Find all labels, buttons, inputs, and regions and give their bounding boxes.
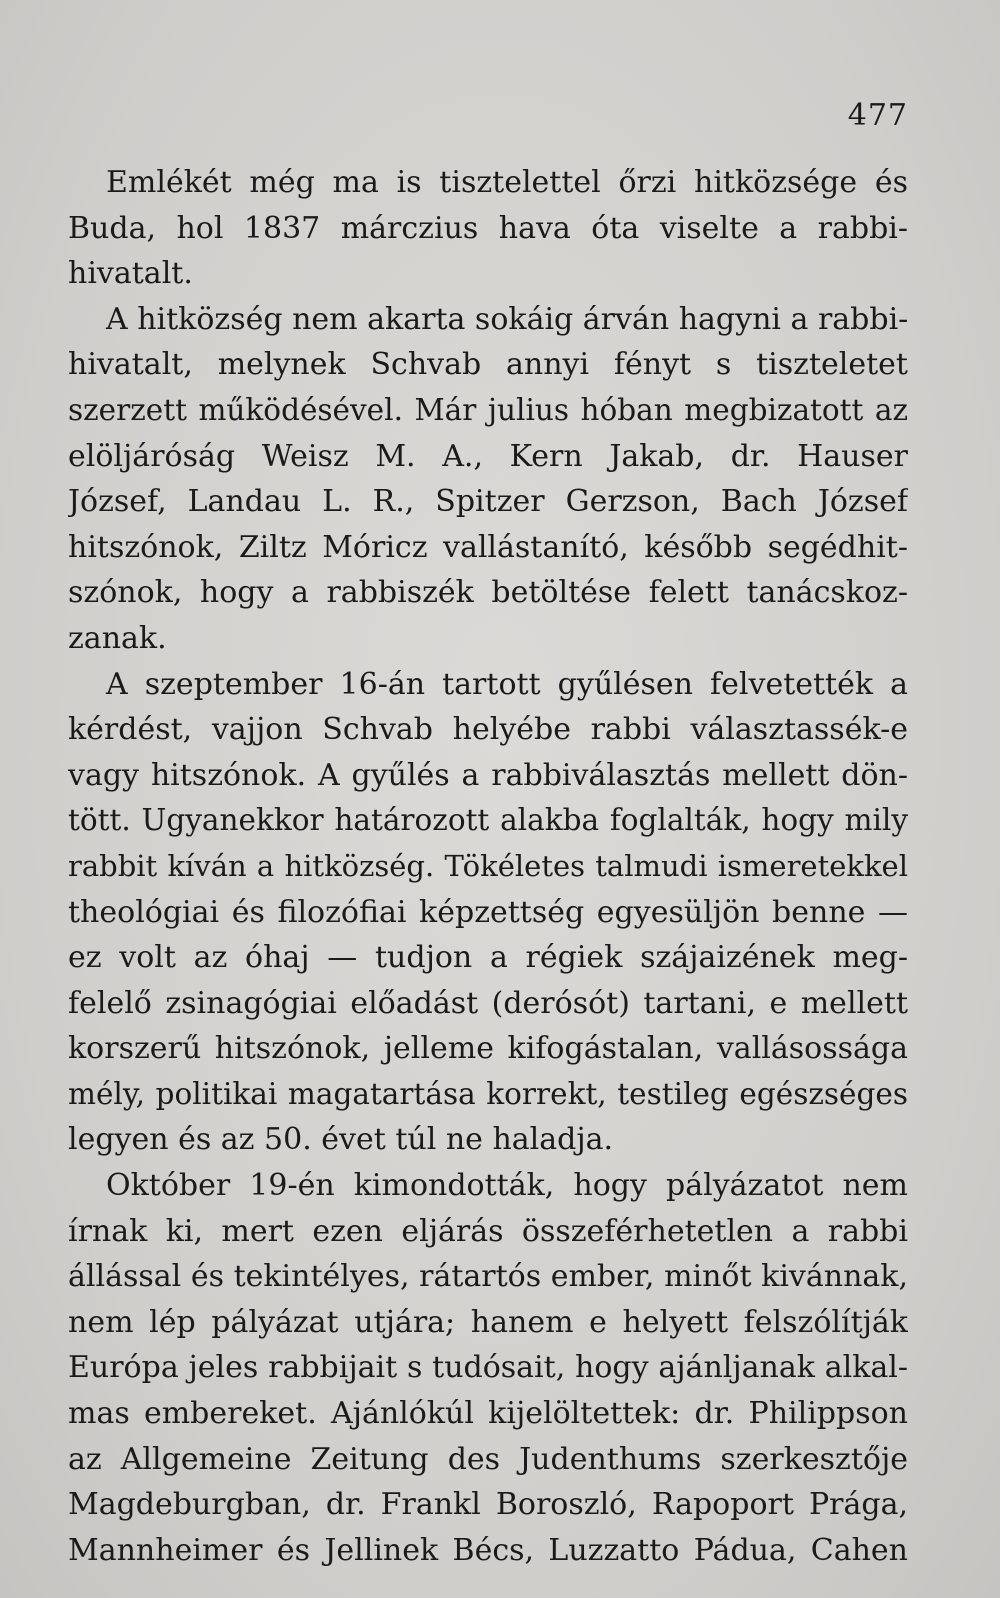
text-line: Magdeburgban, dr. Frankl Boroszló, Rapoport Prága, bbox=[68, 1487, 908, 1523]
text-line: A hitközség nem akarta sokáig árván hagyni a rabbi- bbox=[106, 301, 908, 337]
text-line: mas embereket. Ajánlókúl kijelöltettek: dr. Philippson bbox=[68, 1396, 908, 1432]
text-line: korszerű hitszónok, jelleme kifogástalan, vallásossága bbox=[68, 1031, 908, 1067]
text-line: Október 19-én kimondották, hogy pályázatot nem bbox=[106, 1168, 908, 1204]
text-line: állással és tekintélyes, rátartós ember, minőt kivánnak, bbox=[68, 1259, 908, 1295]
text-line: szerzett működésével. Már julius hóban megbizatott az bbox=[68, 392, 908, 427]
text-line: mély, politikai magatartása korrekt, testileg egészséges bbox=[68, 1076, 908, 1111]
text-line: legyen és az 50. évet túl ne haladja. bbox=[68, 1122, 614, 1158]
text-line: elöljáróság Weisz M. A., Kern Jakab, dr. Hauser bbox=[68, 438, 908, 474]
text-line: Buda, hol 1837 márczius hava óta viselte a rabbi- bbox=[68, 210, 908, 246]
text-line: írnak ki, mert ezen eljárás összeférhetetlen a rabbi bbox=[68, 1213, 908, 1249]
text-line: az Allgemeine Zeitung des Judenthums szerkesztője bbox=[68, 1441, 908, 1477]
body-text bbox=[68, 160, 908, 1573]
text-line: tött. Ugyanekkor határozott alakba foglalták, hogy mily bbox=[68, 803, 908, 838]
text-line: József, Landau L. R., Spitzer Gerzson, Bach József bbox=[68, 484, 908, 520]
text-line: zanak. bbox=[68, 620, 167, 656]
text-line: A szeptember 16-án tartott gyűlésen felvetették a bbox=[106, 666, 908, 702]
text-line: Emlékét még ma is tisztelettel őrzi hitközsége és bbox=[106, 165, 908, 200]
text-line: hivatalt. bbox=[68, 256, 193, 292]
text-line: theológiai és filozófiai képzettség egyesüljön benne — bbox=[68, 894, 908, 930]
text-line: felelő zsinagógiai előadást (derósót) tartani, e mellett bbox=[68, 985, 908, 1021]
text-line: kérdést, vajjon Schvab helyébe rabbi választassék-e bbox=[68, 712, 908, 748]
text-line: szónok, hogy a rabbiszék betöltése felett tanácskoz- bbox=[68, 575, 908, 611]
text-line: Mannheimer és Jellinek Bécs, Luzzatto Pádua, Cahen bbox=[68, 1532, 908, 1568]
text-line: ez volt az óhaj — tudjon a régiek szájaizének meg- bbox=[68, 940, 908, 976]
text-line: nem lép pályázat utjára; hanem e helyett felszólítják bbox=[68, 1304, 908, 1340]
text-line: vagy hitszónok. A gyűlés a rabbiválasztás mellett dön- bbox=[68, 757, 908, 793]
text-line: hivatalt, melynek Schvab annyi fényt s tiszteletet bbox=[68, 347, 908, 383]
page-number: 477 bbox=[847, 98, 908, 133]
text-line: rabbit kíván a hitközség. Tökéletes talmudi ismeretekkel bbox=[68, 848, 908, 883]
text-line: hitszónok, Ziltz Móricz vallástanító, később segédhit- bbox=[68, 529, 908, 565]
text-line: Európa jeles rabbijait s tudósait, hogy ajánljanak alkal- bbox=[68, 1350, 908, 1386]
